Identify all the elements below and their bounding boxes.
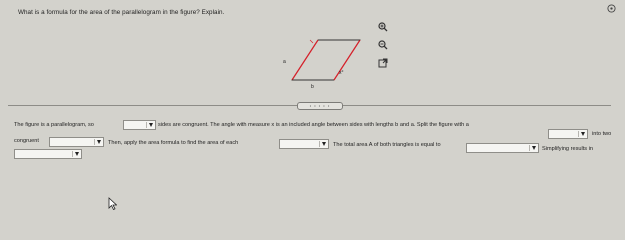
chevron-down-icon <box>532 146 536 150</box>
chevron-down-icon <box>322 142 326 146</box>
chevron-down-icon <box>97 140 101 144</box>
label-x: x° <box>339 70 344 76</box>
dropdown-total-area[interactable] <box>466 143 539 153</box>
parallelogram-figure <box>272 32 372 94</box>
popout-button[interactable] <box>376 56 389 69</box>
zoom-out-button[interactable] <box>376 38 389 51</box>
panel-resize-handle[interactable]: • • • • • <box>297 102 343 110</box>
dropdown-each-shape[interactable] <box>279 139 329 149</box>
dropdown-split-with[interactable] <box>548 129 588 139</box>
mouse-pointer-icon <box>108 197 117 210</box>
chevron-down-icon <box>581 132 585 136</box>
answer-text-4: congruent <box>14 138 39 144</box>
popout-icon <box>378 58 388 68</box>
dropdown-simplified-result[interactable] <box>14 149 82 159</box>
dropdown-congruent-sides[interactable] <box>123 120 156 130</box>
zoom-in-icon <box>378 22 388 32</box>
dropdown-congruent-shapes[interactable] <box>49 137 104 147</box>
answer-text-2: sides are congruent. The angle with measure x is an included angle between sides with lengths b and a. Split the figure with a <box>158 122 469 128</box>
zoom-out-icon <box>378 40 388 50</box>
answer-text-1: The figure is a parallelogram, so <box>14 122 94 128</box>
settings-icon[interactable] <box>606 3 616 13</box>
label-b: b <box>311 84 314 90</box>
answer-text-6: The total area A of both triangles is equal to <box>333 142 441 148</box>
question-text: What is a formula for the area of the parallelogram in the figure? Explain. <box>18 9 225 16</box>
zoom-in-button[interactable] <box>376 20 389 33</box>
chevron-down-icon <box>75 152 79 156</box>
answer-text-7: Simplifying results in <box>542 146 593 152</box>
side-a-left <box>292 40 318 80</box>
side-a-right <box>334 40 360 80</box>
answer-text-3: into two <box>592 131 612 137</box>
answer-text-5: Then, apply the area formula to find the area of each <box>108 140 239 146</box>
label-a: a <box>283 59 286 65</box>
chevron-down-icon <box>149 123 153 127</box>
